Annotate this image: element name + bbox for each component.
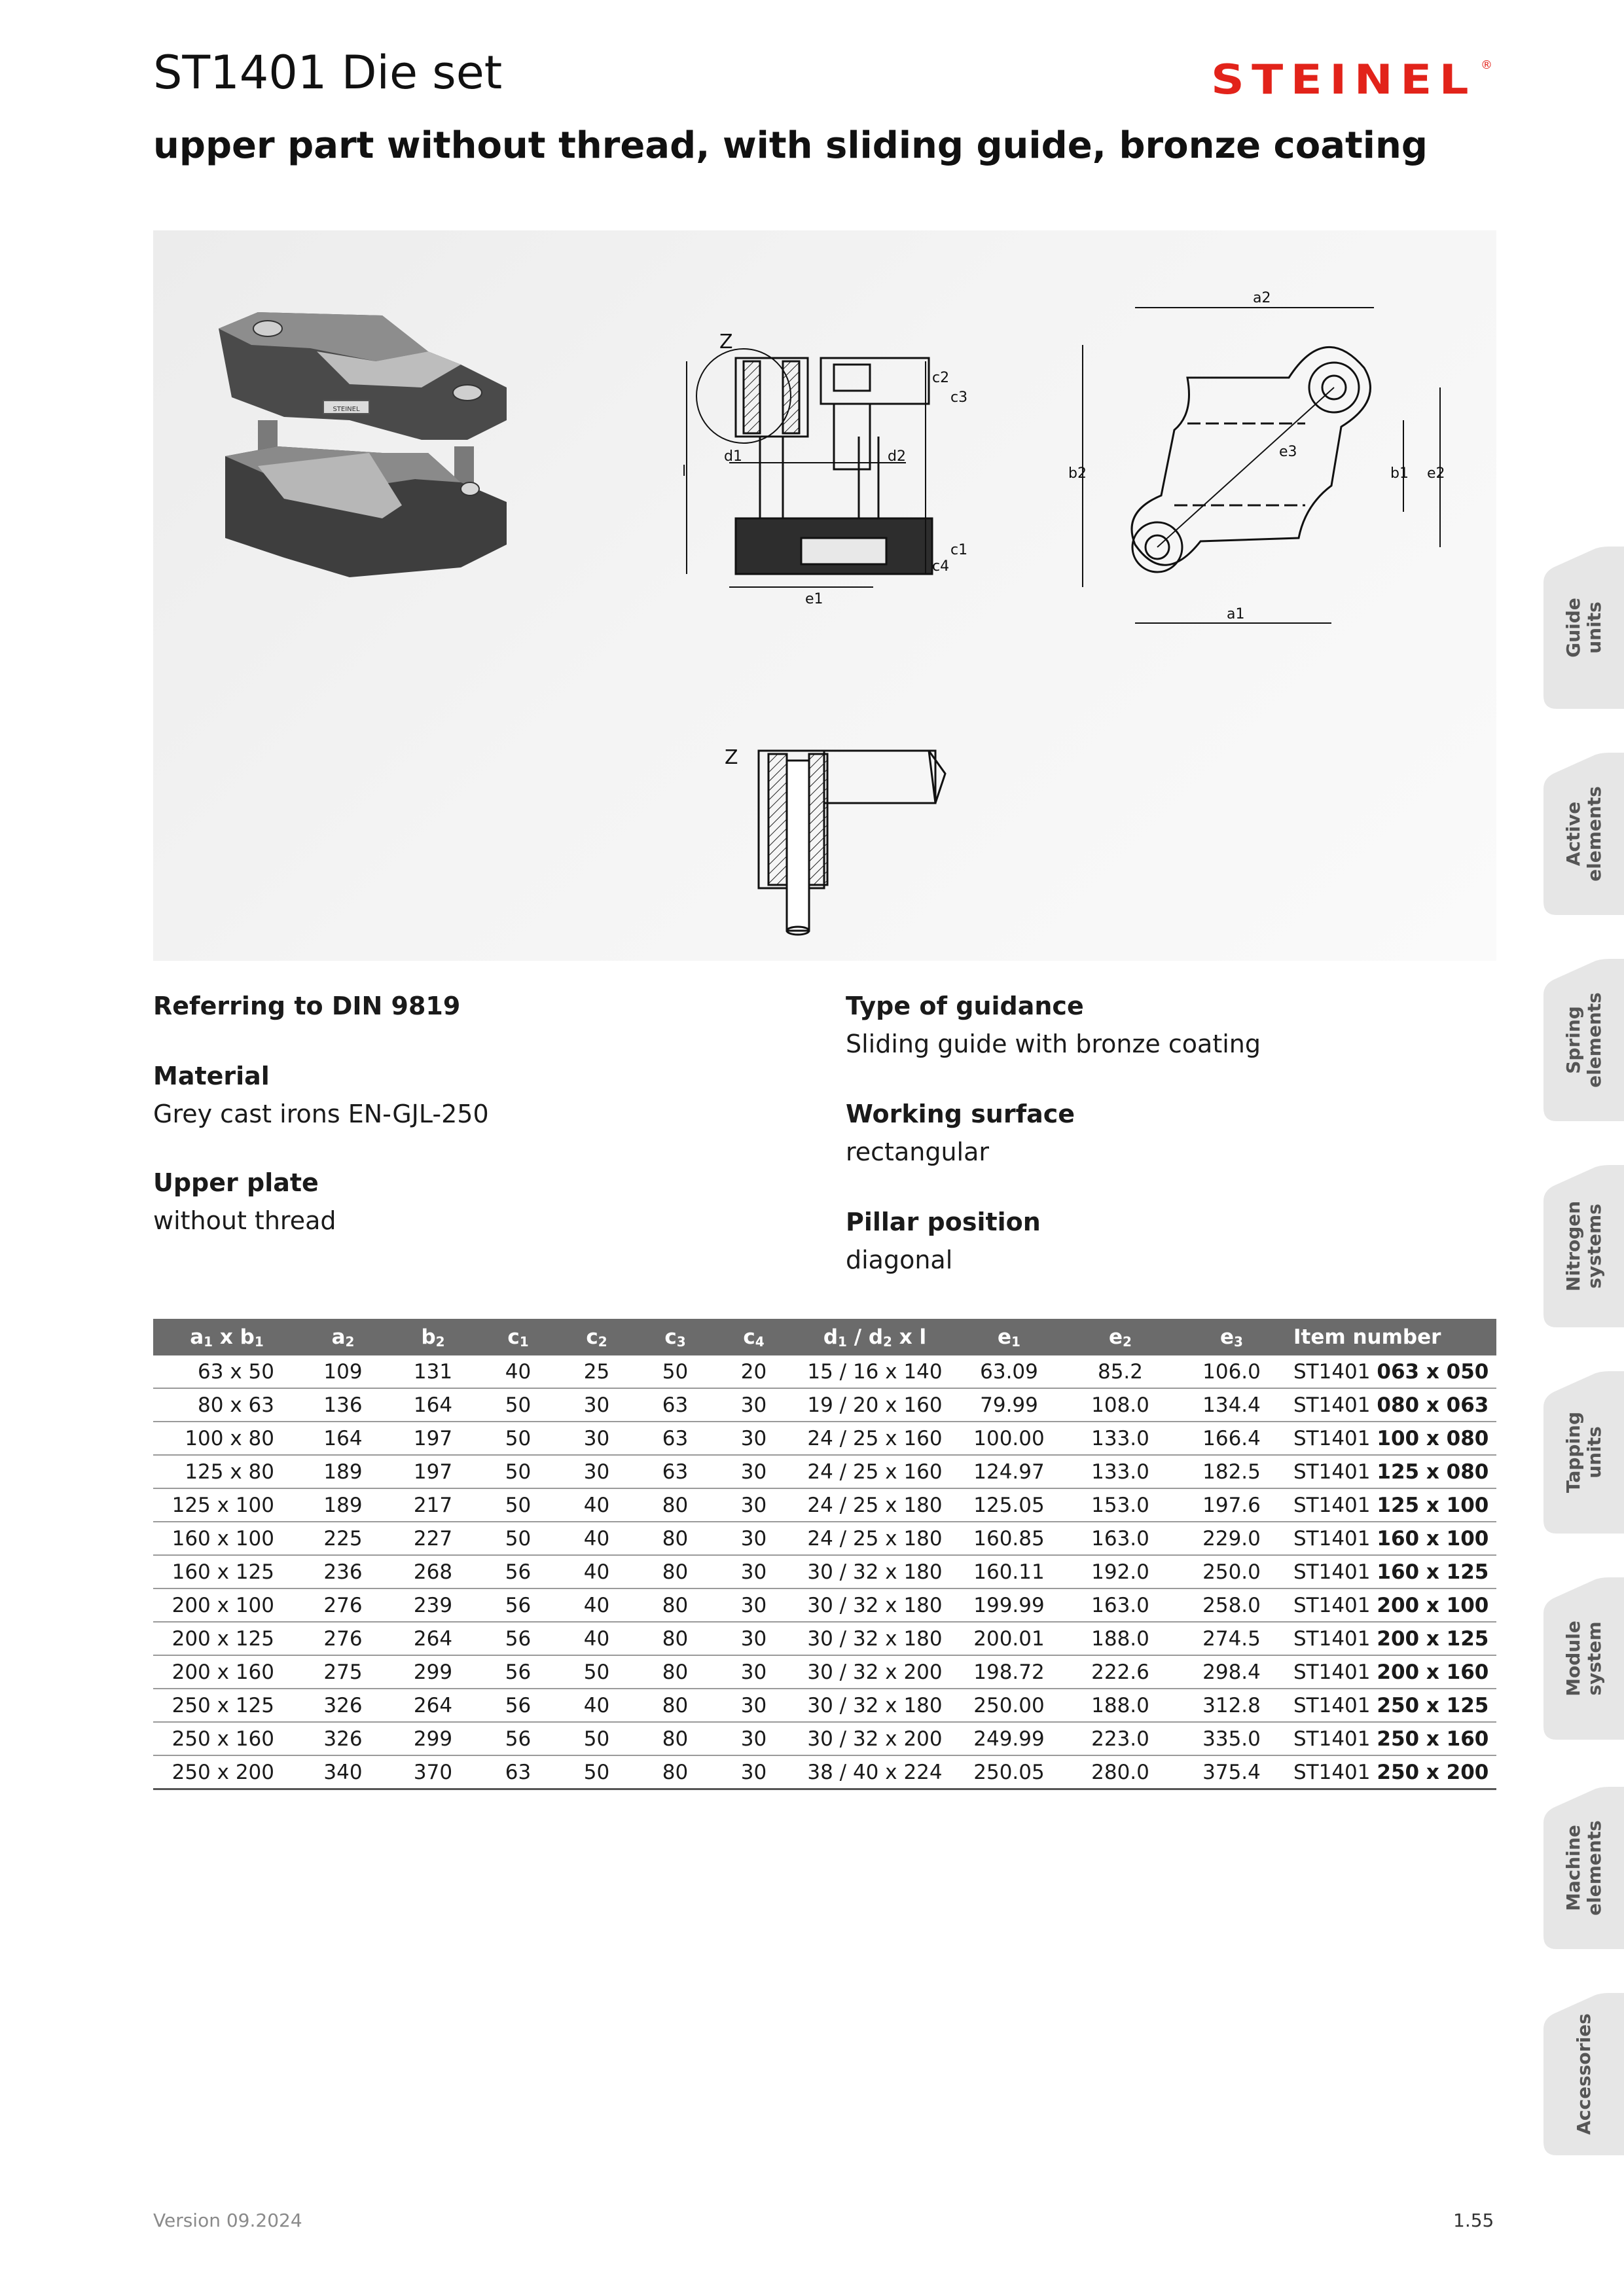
spec-surface-value: rectangular [846, 1138, 990, 1166]
table-cell: 274.5 [1178, 1622, 1286, 1655]
table-cell: 160.85 [955, 1522, 1063, 1555]
spec-material-heading: Material [153, 1062, 270, 1090]
dim-label-d2: d2 [888, 448, 906, 465]
table-cell: 50 [480, 1388, 556, 1422]
table-cell: 30 / 32 x 180 [795, 1622, 955, 1655]
technical-drawings [153, 230, 1496, 961]
dim-label-c3: c3 [950, 389, 968, 406]
spec-guidance-heading: Type of guidance [846, 992, 1084, 1020]
table-cell: 80 x 63 [153, 1388, 300, 1422]
table-cell: 258.0 [1178, 1588, 1286, 1622]
product-nameplate: STEINEL [333, 406, 360, 413]
table-cell: 40 [480, 1355, 556, 1388]
item-prefix: ST1401 [1293, 1593, 1371, 1617]
header-e1: $e_1$ [955, 1319, 1063, 1355]
table-cell: 50 [556, 1722, 638, 1755]
table-cell: 249.99 [955, 1722, 1063, 1755]
table-cell: 100 x 80 [153, 1422, 300, 1455]
table-cell: 56 [480, 1555, 556, 1588]
table-cell: 24 / 25 x 180 [795, 1488, 955, 1522]
dim-label-a1: a1 [1227, 606, 1245, 622]
table-cell: 50 [480, 1422, 556, 1455]
side-tab-label: Spring elements [1562, 992, 1605, 1088]
table-cell: 85.2 [1063, 1355, 1178, 1388]
page-subtitle: upper part without thread, with sliding guide, bronze coating [153, 124, 1428, 167]
item-number-cell [1286, 1555, 1496, 1588]
table-cell: 188.0 [1063, 1689, 1178, 1722]
table-cell: 326 [300, 1689, 386, 1722]
product-drawing-panel [153, 230, 1496, 961]
table-cell: 200 x 125 [153, 1622, 300, 1655]
dim-label-e1: e1 [805, 591, 823, 607]
header-c4: $c_4$ [713, 1319, 795, 1355]
table-cell: 80 [638, 1622, 713, 1655]
header-a1-b1: $a_1$ x $b_1$ [153, 1319, 300, 1355]
table-cell: 30 [713, 1422, 795, 1455]
table-cell: 30 [713, 1555, 795, 1588]
side-tab-label: Accessories [1572, 2013, 1595, 2135]
item-size: 250 x 125 [1377, 1693, 1489, 1717]
table-row [153, 1655, 1496, 1689]
spec-pillar-position [846, 1208, 1041, 1274]
item-prefix: ST1401 [1293, 1393, 1371, 1417]
table-cell: 80 [638, 1755, 713, 1789]
table-cell: 24 / 25 x 160 [795, 1422, 955, 1455]
table-cell: 19 / 20 x 160 [795, 1388, 955, 1422]
table-cell: 299 [386, 1722, 480, 1755]
side-tab[interactable] [1543, 1993, 1624, 2155]
header-c2: $c_2$ [556, 1319, 638, 1355]
detail-marker-z: Z [719, 331, 733, 353]
page-number: 1.55 [1453, 2210, 1494, 2231]
table-cell: 250.05 [955, 1755, 1063, 1789]
table-cell: 24 / 25 x 160 [795, 1455, 955, 1488]
item-prefix: ST1401 [1293, 1626, 1371, 1651]
front-view-drawing [687, 349, 932, 587]
header-e2: $e_2$ [1063, 1319, 1178, 1355]
item-prefix: ST1401 [1293, 1460, 1371, 1484]
table-cell: 250 x 160 [153, 1722, 300, 1755]
spec-working-surface [846, 1100, 1075, 1166]
spec-pillar-value: diagonal [846, 1246, 953, 1274]
table-cell: 125 x 80 [153, 1455, 300, 1488]
item-number-cell [1286, 1455, 1496, 1488]
dim-label-e2: e2 [1427, 465, 1445, 482]
table-cell: 63 [638, 1422, 713, 1455]
table-cell: 264 [386, 1689, 480, 1722]
table-cell: 30 / 32 x 180 [795, 1588, 955, 1622]
table-row [153, 1488, 1496, 1522]
spec-material [153, 1062, 489, 1128]
table-cell: 100.00 [955, 1422, 1063, 1455]
table-cell: 50 [480, 1455, 556, 1488]
dim-label-l: l [682, 463, 687, 480]
registered-mark: ® [1481, 58, 1492, 72]
table-cell: 80 [638, 1522, 713, 1555]
table-cell: 63 x 50 [153, 1355, 300, 1388]
spec-material-value: Grey cast irons EN-GJL-250 [153, 1100, 489, 1128]
table-cell: 160 x 125 [153, 1555, 300, 1588]
header-item-number: Item number [1286, 1319, 1496, 1355]
table-cell: 136 [300, 1388, 386, 1422]
item-size: 160 x 125 [1377, 1560, 1489, 1584]
spec-guidance-value: Sliding guide with bronze coating [846, 1030, 1261, 1058]
dim-label-e3: e3 [1279, 444, 1297, 460]
spec-pillar-heading: Pillar position [846, 1208, 1041, 1236]
table-cell: 56 [480, 1722, 556, 1755]
table-cell: 40 [556, 1555, 638, 1588]
item-number-cell [1286, 1722, 1496, 1755]
table-cell: 125.05 [955, 1488, 1063, 1522]
top-view-labels [1068, 290, 1445, 622]
steinel-logo [1211, 56, 1492, 99]
table-cell: 276 [300, 1622, 386, 1655]
table-cell: 106.0 [1178, 1355, 1286, 1388]
item-prefix: ST1401 [1293, 1526, 1371, 1551]
item-prefix: ST1401 [1293, 1426, 1371, 1450]
table-cell: 56 [480, 1655, 556, 1689]
dim-label-c4: c4 [932, 558, 950, 575]
table-cell: 326 [300, 1722, 386, 1755]
side-tab-label: Module system [1562, 1621, 1605, 1696]
top-view-drawing [1083, 308, 1440, 623]
table-cell: 30 [713, 1522, 795, 1555]
table-cell: 30 [713, 1488, 795, 1522]
table-cell: 370 [386, 1755, 480, 1789]
table-cell: 275 [300, 1655, 386, 1689]
header-c3: $c_3$ [638, 1319, 713, 1355]
table-cell: 30 [713, 1388, 795, 1422]
item-prefix: ST1401 [1293, 1660, 1371, 1684]
item-size: 200 x 125 [1377, 1626, 1489, 1651]
side-tab[interactable] [1543, 1371, 1624, 1534]
table-cell: 182.5 [1178, 1455, 1286, 1488]
table-cell: 80 [638, 1689, 713, 1722]
table-cell: 189 [300, 1488, 386, 1522]
table-cell: 223.0 [1063, 1722, 1178, 1755]
table-row [153, 1522, 1496, 1555]
item-size: 125 x 100 [1377, 1493, 1489, 1517]
item-number-cell [1286, 1622, 1496, 1655]
item-number-cell [1286, 1655, 1496, 1689]
spec-din-heading: Referring to DIN 9819 [153, 992, 461, 1020]
table-row [153, 1722, 1496, 1755]
table-row [153, 1555, 1496, 1588]
item-number-cell [1286, 1388, 1496, 1422]
header-d1-d2-l: $d_1 / d_2$ x l [795, 1319, 955, 1355]
table-cell: 239 [386, 1588, 480, 1622]
table-cell: 30 / 32 x 200 [795, 1722, 955, 1755]
side-tab-label: Active elements [1562, 786, 1605, 882]
item-prefix: ST1401 [1293, 1727, 1371, 1751]
table-cell: 63 [480, 1755, 556, 1789]
table-row [153, 1689, 1496, 1722]
table-cell: 197 [386, 1455, 480, 1488]
item-size: 200 x 100 [1377, 1593, 1489, 1617]
table-row [153, 1622, 1496, 1655]
table-cell: 250 x 125 [153, 1689, 300, 1722]
table-cell: 164 [300, 1422, 386, 1455]
table-cell: 40 [556, 1588, 638, 1622]
item-number-cell [1286, 1355, 1496, 1388]
spec-guidance [846, 992, 1261, 1058]
side-tab-label: Machine elements [1562, 1820, 1605, 1916]
table-cell: 200 x 100 [153, 1588, 300, 1622]
table-cell: 276 [300, 1588, 386, 1622]
table-cell: 133.0 [1063, 1422, 1178, 1455]
table-cell: 160.11 [955, 1555, 1063, 1588]
table-cell: 375.4 [1178, 1755, 1286, 1789]
header-b2: $b_2$ [386, 1319, 480, 1355]
table-cell: 30 [713, 1455, 795, 1488]
table-cell: 50 [556, 1755, 638, 1789]
table-cell: 56 [480, 1622, 556, 1655]
table-cell: 56 [480, 1588, 556, 1622]
table-cell: 79.99 [955, 1388, 1063, 1422]
header-c1: $c_1$ [480, 1319, 556, 1355]
table-cell: 25 [556, 1355, 638, 1388]
table-cell: 63.09 [955, 1355, 1063, 1388]
table-cell: 280.0 [1063, 1755, 1178, 1789]
table-cell: 131 [386, 1355, 480, 1388]
side-tab[interactable] [1543, 1577, 1624, 1740]
item-prefix: ST1401 [1293, 1693, 1371, 1717]
table-cell: 199.99 [955, 1588, 1063, 1622]
side-tab[interactable] [1543, 547, 1624, 709]
table-cell: 40 [556, 1622, 638, 1655]
side-tab-label: Tapping units [1562, 1411, 1605, 1494]
table-cell: 250.00 [955, 1689, 1063, 1722]
table-cell: 153.0 [1063, 1488, 1178, 1522]
table-cell: 38 / 40 x 224 [795, 1755, 955, 1789]
table-cell: 198.72 [955, 1655, 1063, 1689]
item-number-cell [1286, 1588, 1496, 1622]
table-cell: 268 [386, 1555, 480, 1588]
side-tab[interactable] [1543, 959, 1624, 1121]
spec-upper-plate [153, 1168, 336, 1235]
item-prefix: ST1401 [1293, 1760, 1371, 1784]
table-cell: 20 [713, 1355, 795, 1388]
table-cell: 30 / 32 x 180 [795, 1689, 955, 1722]
item-size: 100 x 080 [1377, 1426, 1489, 1450]
spec-din [153, 992, 460, 1030]
table-cell: 188.0 [1063, 1622, 1178, 1655]
table-cell: 189 [300, 1455, 386, 1488]
table-cell: 125 x 100 [153, 1488, 300, 1522]
table-cell: 298.4 [1178, 1655, 1286, 1689]
steinel-logo-text: STEINEL [1211, 56, 1476, 99]
table-cell: 50 [556, 1655, 638, 1689]
table-cell: 200.01 [955, 1622, 1063, 1655]
table-cell: 163.0 [1063, 1522, 1178, 1555]
table-cell: 30 [713, 1622, 795, 1655]
item-size: 125 x 080 [1377, 1460, 1489, 1484]
item-size: 080 x 063 [1377, 1393, 1489, 1417]
dim-label-d1: d1 [724, 448, 742, 465]
dim-label-b1: b1 [1390, 465, 1409, 482]
table-row [153, 1455, 1496, 1488]
table-cell: 40 [556, 1522, 638, 1555]
table-cell: 200 x 160 [153, 1655, 300, 1689]
table-cell: 24 / 25 x 180 [795, 1522, 955, 1555]
item-size: 200 x 160 [1377, 1660, 1489, 1684]
table-row [153, 1755, 1496, 1789]
table-cell: 229.0 [1178, 1522, 1286, 1555]
table-cell: 299 [386, 1655, 480, 1689]
table-cell: 30 [713, 1722, 795, 1755]
table-cell: 80 [638, 1555, 713, 1588]
table-row [153, 1588, 1496, 1622]
table-cell: 340 [300, 1755, 386, 1789]
item-number-cell [1286, 1488, 1496, 1522]
item-number-cell [1286, 1522, 1496, 1555]
table-cell: 30 [556, 1455, 638, 1488]
item-prefix: ST1401 [1293, 1359, 1371, 1384]
item-size: 063 x 050 [1377, 1359, 1489, 1384]
item-size: 160 x 100 [1377, 1526, 1489, 1551]
item-size: 250 x 160 [1377, 1727, 1489, 1751]
table-cell: 30 [713, 1755, 795, 1789]
table-cell: 264 [386, 1622, 480, 1655]
table-cell: 133.0 [1063, 1455, 1178, 1488]
side-tab[interactable] [1543, 753, 1624, 915]
table-row [153, 1388, 1496, 1422]
table-cell: 250 x 200 [153, 1755, 300, 1789]
item-prefix: ST1401 [1293, 1560, 1371, 1584]
table-cell: 30 / 32 x 180 [795, 1555, 955, 1588]
table-cell: 50 [480, 1522, 556, 1555]
table-row [153, 1422, 1496, 1455]
table-cell: 335.0 [1178, 1722, 1286, 1755]
table-cell: 225 [300, 1522, 386, 1555]
table-row [153, 1355, 1496, 1388]
dim-label-b2: b2 [1068, 465, 1087, 482]
table-cell: 164 [386, 1388, 480, 1422]
table-cell: 80 [638, 1655, 713, 1689]
table-cell: 30 / 32 x 200 [795, 1655, 955, 1689]
table-cell: 217 [386, 1488, 480, 1522]
item-prefix: ST1401 [1293, 1493, 1371, 1517]
table-cell: 80 [638, 1722, 713, 1755]
table-cell: 197 [386, 1422, 480, 1455]
table-cell: 50 [638, 1355, 713, 1388]
item-size: 250 x 200 [1377, 1760, 1489, 1784]
table-cell: 124.97 [955, 1455, 1063, 1488]
table-cell: 30 [556, 1388, 638, 1422]
table-cell: 163.0 [1063, 1588, 1178, 1622]
table-cell: 160 x 100 [153, 1522, 300, 1555]
table-cell: 108.0 [1063, 1388, 1178, 1422]
item-number-cell [1286, 1422, 1496, 1455]
detail-z-label: Z [725, 746, 738, 769]
item-number-cell [1286, 1689, 1496, 1722]
table-cell: 80 [638, 1488, 713, 1522]
dim-label-c2: c2 [932, 370, 950, 386]
table-cell: 197.6 [1178, 1488, 1286, 1522]
table-cell: 134.4 [1178, 1388, 1286, 1422]
table-cell: 312.8 [1178, 1689, 1286, 1722]
table-cell: 50 [480, 1488, 556, 1522]
table-cell: 63 [638, 1455, 713, 1488]
table-cell: 30 [713, 1588, 795, 1622]
table-cell: 109 [300, 1355, 386, 1388]
header-a2: $a_2$ [300, 1319, 386, 1355]
dim-label-c1: c1 [950, 542, 968, 558]
dimensions-table [153, 1319, 1496, 1790]
table-cell: 222.6 [1063, 1655, 1178, 1689]
table-cell: 63 [638, 1388, 713, 1422]
table-cell: 30 [556, 1422, 638, 1455]
die-set-illustration [219, 312, 507, 577]
spec-surface-heading: Working surface [846, 1100, 1075, 1128]
version-label: Version 09.2024 [153, 2210, 302, 2231]
side-tab[interactable] [1543, 1165, 1624, 1327]
table-cell: 227 [386, 1522, 480, 1555]
spec-upper-plate-value: without thread [153, 1206, 336, 1235]
side-tab-label: Nitrogen systems [1562, 1200, 1605, 1292]
table-cell: 40 [556, 1689, 638, 1722]
page-title: ST1401 Die set [153, 46, 503, 99]
dim-label-a2: a2 [1253, 290, 1271, 306]
detail-z-drawing [759, 751, 945, 935]
table-cell: 40 [556, 1488, 638, 1522]
table-cell: 30 [713, 1655, 795, 1689]
table-cell: 80 [638, 1588, 713, 1622]
item-number-cell [1286, 1755, 1496, 1789]
spec-upper-plate-heading: Upper plate [153, 1168, 319, 1197]
table-cell: 15 / 16 x 140 [795, 1355, 955, 1388]
side-tab-label: Guide units [1562, 598, 1605, 658]
table-cell: 192.0 [1063, 1555, 1178, 1588]
table-header-row [153, 1319, 1496, 1355]
side-tab[interactable] [1543, 1787, 1624, 1949]
table-cell: 30 [713, 1689, 795, 1722]
table-cell: 236 [300, 1555, 386, 1588]
table-cell: 56 [480, 1689, 556, 1722]
table-cell: 166.4 [1178, 1422, 1286, 1455]
header-e3: $e_3$ [1178, 1319, 1286, 1355]
table-cell: 250.0 [1178, 1555, 1286, 1588]
